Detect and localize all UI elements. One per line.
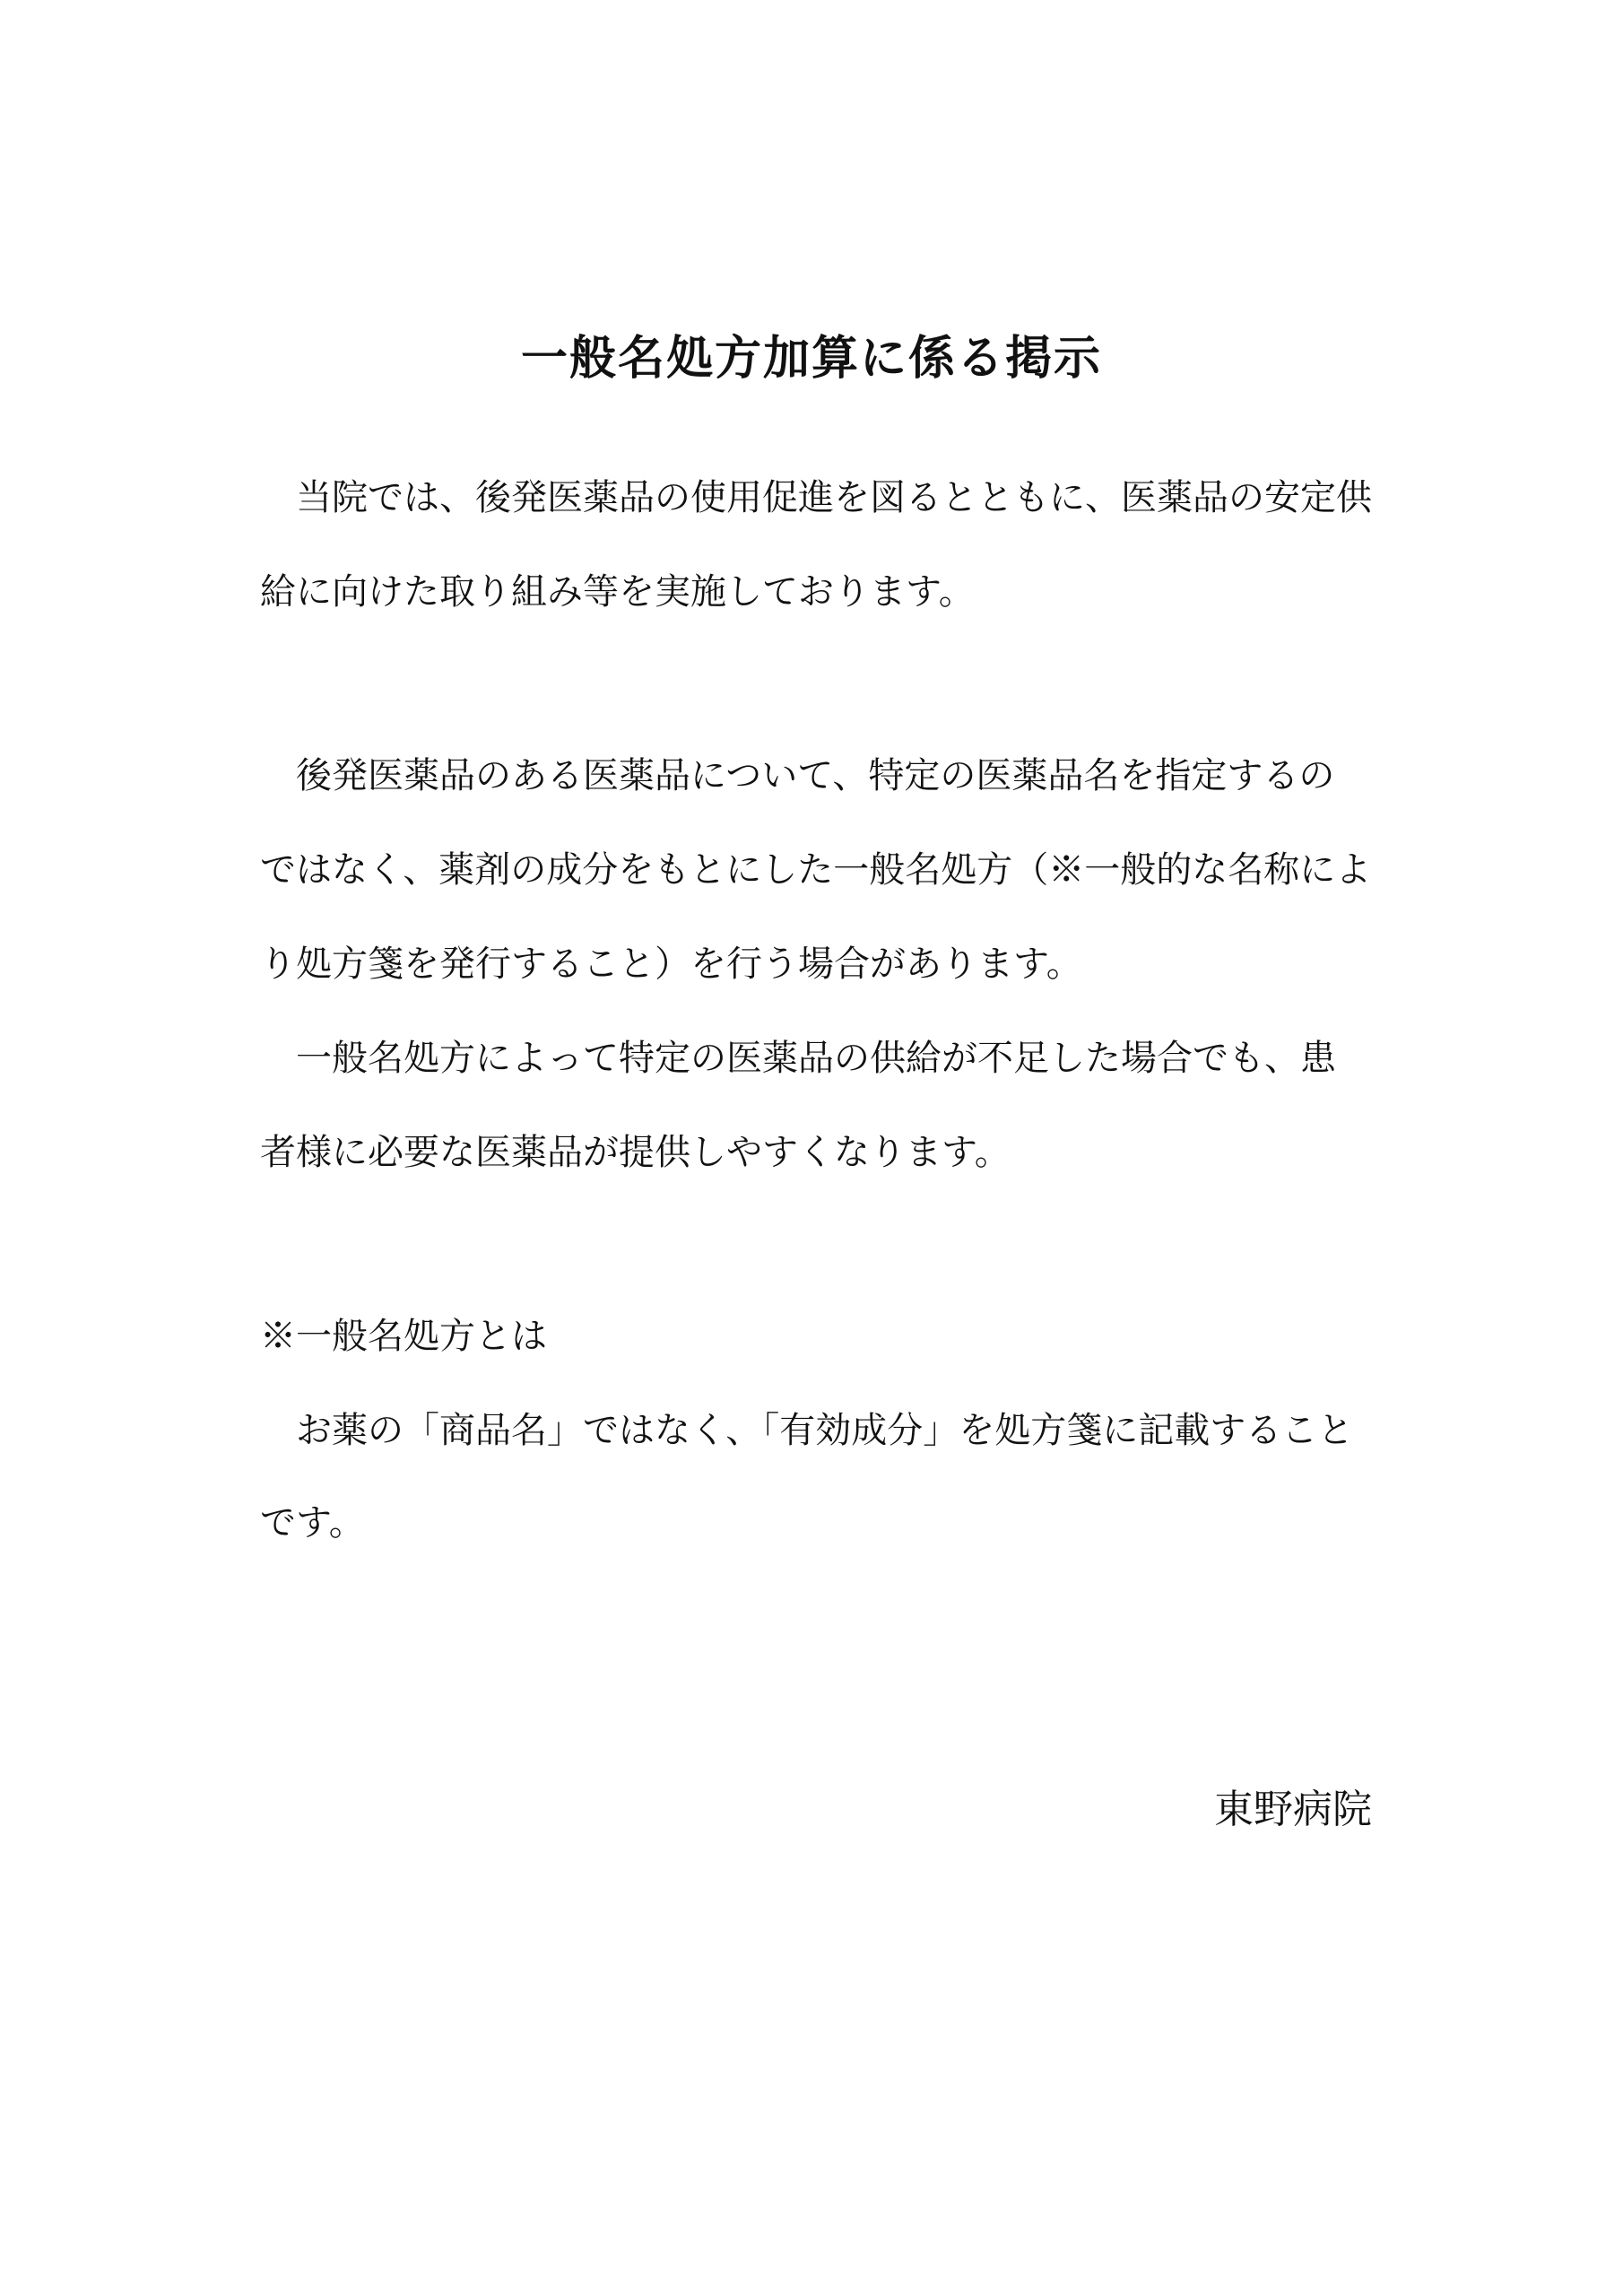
page-title: 一般名処方加算に係る掲示 xyxy=(520,331,1102,386)
para1-line-2: ではなく、薬剤の成分をもとにした一般名処方（※一般的な名称によ xyxy=(260,849,1372,891)
para2-line-1: 一般名処方によって特定の医薬品の供給が不足した場合でも、患 xyxy=(296,1038,1336,1079)
intro-line-1: 当院では、後発医薬品の使用促進を図るとともに、医薬品の安定供 xyxy=(296,477,1372,518)
hospital-signature: 東野病院 xyxy=(1214,1787,1372,1832)
note-line-1: お薬の「商品名」ではなく、「有効成分」を処方箋に記載すること xyxy=(296,1410,1354,1451)
note-line-2: です。 xyxy=(260,1502,365,1544)
note-heading: ※一般名処方とは xyxy=(260,1316,547,1357)
para2-line-2: 者様に必要な医薬品が提供しやすくなります。 xyxy=(260,1132,1011,1173)
intro-line-2: 給に向けた取り組み等を実施しております。 xyxy=(260,571,975,613)
para1-line-1: 後発医薬品のある医薬品について、特定の医薬品名を指定するの xyxy=(296,755,1335,796)
para1-line-3: り処方箋を発行すること）を行う場合があります。 xyxy=(260,944,1082,985)
